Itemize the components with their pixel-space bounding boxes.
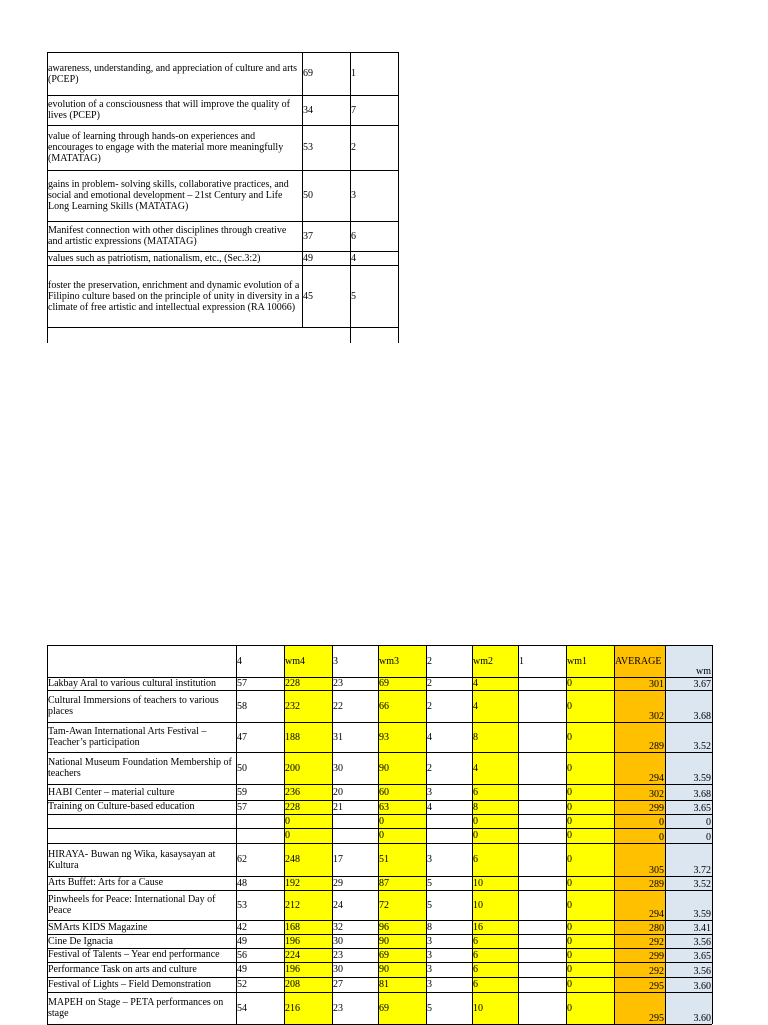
grid-line — [47, 221, 398, 222]
activity-name: National Museum Foundation Membership of teachers — [48, 757, 232, 779]
col-header-wm: wm — [665, 645, 712, 677]
cell-wm: 3.60 — [665, 992, 712, 1024]
objective-description: values such as patriotism, nationalism, etc., (Sec.3:2) — [48, 252, 261, 264]
cell-c2: 8 — [427, 921, 432, 933]
grid-line — [518, 645, 519, 1024]
cell-c4 — [236, 814, 284, 828]
col-header-c3: 3 — [333, 655, 338, 667]
cell-c1 — [518, 977, 566, 992]
cell-c2: 3 — [427, 979, 432, 990]
activity-name: Cultural Immersions of teachers to various places — [48, 695, 219, 717]
cell-avg: 294 — [614, 890, 665, 920]
cell-wm1: 0 — [566, 722, 614, 752]
cell-wm3: 72 — [378, 890, 426, 920]
cell-c4: 57 — [237, 801, 247, 813]
cell-wm2: 4 — [472, 752, 518, 784]
cell-avg: 295 — [614, 992, 665, 1024]
cell-c2: 2 — [427, 762, 432, 774]
grid-line — [47, 784, 712, 785]
cell-wm2: 10 — [472, 876, 518, 890]
cell-wm4: 208 — [284, 977, 332, 992]
cell-c3: 32 — [333, 921, 343, 933]
activity-name: Training on Culture-based education — [48, 801, 195, 812]
cell-c3: 21 — [333, 801, 343, 813]
grid-line — [47, 828, 712, 829]
grid-line — [47, 876, 712, 877]
cell-avg: 295 — [614, 977, 665, 992]
cell-wm2: 6 — [472, 784, 518, 800]
grid-line — [47, 327, 48, 343]
activity-name: HABI Center – material culture — [48, 786, 175, 798]
cell-wm2: 10 — [472, 890, 518, 920]
grid-line — [426, 645, 427, 1024]
cell-wm3: 60 — [378, 784, 426, 800]
grid-line — [236, 645, 237, 1024]
cell-wm4: 200 — [284, 752, 332, 784]
grid-line — [472, 645, 473, 1024]
cell-c4: 50 — [237, 762, 247, 774]
cell-wm3: 66 — [378, 690, 426, 722]
grid-line — [350, 52, 351, 327]
cell-wm4: 232 — [284, 690, 332, 722]
grid-line — [47, 95, 398, 96]
cell-c2: 5 — [427, 1002, 432, 1014]
cell-avg: 299 — [614, 948, 665, 962]
col-header-wm2: wm2 — [472, 645, 518, 677]
cell-wm: 3.56 — [665, 934, 712, 948]
cell-wm3: 0 — [378, 814, 426, 828]
cell-c3: 30 — [333, 964, 343, 975]
cell-c4: 52 — [237, 979, 247, 990]
cell-wm2: 6 — [472, 948, 518, 962]
grid-line — [47, 948, 712, 949]
cell-avg: 305 — [614, 843, 665, 876]
col-header-activity — [47, 645, 236, 677]
activity-name: Cine De Ignacia — [48, 935, 113, 947]
grid-line — [47, 52, 48, 327]
objective-description: value of learning through hands-on experiences and encourages to engage with the material more meaningfully (MATATAG) — [48, 131, 284, 164]
objective-rank: 7 — [351, 104, 356, 116]
cell-avg: 289 — [614, 722, 665, 752]
grid-line — [302, 52, 303, 327]
cell-avg: 292 — [614, 962, 665, 977]
cell-avg: 302 — [614, 784, 665, 800]
grid-line — [47, 977, 712, 978]
objective-rank: 2 — [351, 142, 356, 153]
objective-score: 34 — [303, 104, 313, 116]
objective-description: Manifest connection with other disciplines through creative and artistic expressions (MATATAG) — [48, 225, 287, 247]
col-header-average: AVERAGE — [614, 645, 665, 677]
activity-name: Performance Task on arts and culture — [48, 963, 197, 975]
cell-c1 — [518, 890, 566, 920]
cell-wm3: 90 — [378, 752, 426, 784]
grid-line — [47, 327, 398, 328]
grid-line — [566, 645, 567, 1024]
cell-wm: 0 — [665, 828, 712, 843]
grid-line — [47, 843, 712, 844]
cell-c3: 20 — [333, 786, 343, 798]
activity-name: HIRAYA- Buwan ng Wika, kasaysayan at Kultura — [48, 848, 216, 871]
grid-line — [47, 645, 712, 646]
cell-wm3: 81 — [378, 977, 426, 992]
cell-c1 — [518, 722, 566, 752]
cell-wm4: 248 — [284, 843, 332, 876]
activity-name: Festival of Talents – Year end performance — [48, 949, 220, 960]
cell-wm: 0 — [665, 814, 712, 828]
activity-name: Arts Buffet: Arts for a Cause — [48, 877, 164, 888]
cell-avg: 301 — [614, 677, 665, 690]
cell-wm2: 10 — [472, 992, 518, 1024]
cell-wm3: 51 — [378, 843, 426, 876]
cell-c1 — [518, 677, 566, 690]
cell-wm3: 96 — [378, 920, 426, 934]
cell-c1 — [518, 992, 566, 1024]
cell-wm3: 93 — [378, 722, 426, 752]
grid-line — [47, 265, 398, 266]
activity-name: Tam-Awan International Arts Festival – Teacher’s participation — [48, 726, 207, 748]
cell-c2: 5 — [427, 877, 432, 889]
cell-wm3: 69 — [378, 992, 426, 1024]
cell-wm: 3.52 — [665, 876, 712, 890]
cell-c2: 4 — [427, 801, 432, 813]
objective-description: evolution of a consciousness that will improve the quality of lives (PCEP) — [48, 99, 290, 121]
cell-c4: 62 — [237, 854, 247, 865]
cell-wm4: 196 — [284, 962, 332, 977]
cell-wm: 3.60 — [665, 977, 712, 992]
cell-avg: 294 — [614, 752, 665, 784]
activity-name: Festival of Lights – Field Demonstration — [48, 978, 212, 990]
activity-name — [47, 814, 236, 828]
cell-c2 — [426, 814, 472, 828]
cell-wm1: 0 — [566, 784, 614, 800]
cell-c2: 2 — [427, 678, 432, 689]
objective-score: 37 — [303, 230, 313, 242]
cell-c1 — [518, 828, 566, 843]
objective-rank: 4 — [351, 252, 356, 264]
cell-wm3: 63 — [378, 800, 426, 814]
cell-wm1: 0 — [566, 934, 614, 948]
cell-wm: 3.65 — [665, 800, 712, 814]
cell-c4: 54 — [237, 1002, 247, 1014]
cell-wm: 3.59 — [665, 890, 712, 920]
cell-c4: 53 — [237, 899, 247, 911]
cell-c2: 5 — [427, 899, 432, 911]
cell-c3: 30 — [333, 935, 343, 947]
cell-c1 — [518, 934, 566, 948]
cell-wm3: 90 — [378, 962, 426, 977]
cell-wm1: 0 — [566, 800, 614, 814]
objective-score: 49 — [303, 252, 313, 264]
cell-c2: 3 — [427, 964, 432, 975]
cell-avg: 0 — [614, 828, 665, 843]
cell-wm2: 16 — [472, 920, 518, 934]
cell-wm: 3.68 — [665, 784, 712, 800]
cell-c3: 27 — [333, 979, 343, 990]
cell-wm4: 188 — [284, 722, 332, 752]
objective-description: awareness, understanding, and appreciation of culture and arts (PCEP) — [48, 62, 298, 85]
objective-score: 50 — [303, 190, 313, 201]
cell-wm2: 6 — [472, 962, 518, 977]
grid-line — [47, 920, 712, 921]
grid-line — [47, 890, 712, 891]
objective-rank: 3 — [351, 190, 356, 201]
col-header-wm1: wm1 — [566, 645, 614, 677]
cell-wm2: 8 — [472, 800, 518, 814]
objective-score: 53 — [303, 142, 313, 153]
cell-wm4: 168 — [284, 920, 332, 934]
col-header-c1: 1 — [519, 655, 524, 667]
objective-rank: 6 — [351, 230, 356, 242]
cell-avg: 280 — [614, 920, 665, 934]
cell-wm1: 0 — [566, 690, 614, 722]
col-header-c4: 4 — [237, 655, 242, 667]
grid-line — [47, 677, 712, 678]
cell-c4: 57 — [237, 678, 247, 689]
cell-c4: 48 — [237, 877, 247, 889]
cell-wm1: 0 — [566, 948, 614, 962]
cell-c3: 23 — [333, 1002, 343, 1014]
cell-wm1: 0 — [566, 843, 614, 876]
activity-name: MAPEH on Stage – PETA performances on stage — [48, 997, 224, 1019]
activity-name: Pinwheels for Peace: International Day of Peace — [48, 894, 216, 916]
cell-c2: 2 — [427, 700, 432, 712]
cell-wm1: 0 — [566, 920, 614, 934]
cell-wm: 3.52 — [665, 722, 712, 752]
cell-avg: 302 — [614, 690, 665, 722]
cell-wm: 3.41 — [665, 920, 712, 934]
cell-c4: 56 — [237, 949, 247, 961]
cell-wm: 3.65 — [665, 948, 712, 962]
grid-line — [378, 645, 379, 1024]
cell-avg: 289 — [614, 876, 665, 890]
cell-wm: 3.56 — [665, 962, 712, 977]
cell-wm3: 87 — [378, 876, 426, 890]
cell-c1 — [518, 920, 566, 934]
cell-avg: 292 — [614, 934, 665, 948]
cell-c1 — [518, 948, 566, 962]
grid-line — [47, 962, 712, 963]
cell-wm4: 212 — [284, 890, 332, 920]
grid-line — [350, 327, 351, 343]
cell-c1 — [518, 752, 566, 784]
cell-c3: 29 — [333, 877, 343, 889]
grid-line — [665, 645, 666, 1024]
col-header-wm4: wm4 — [284, 645, 332, 677]
objective-description: foster the preservation, enrichment and dynamic evolution of a Filipino culture based on the principle of unity in diversity in a climate of free artistic and intellectual expression (RA 10066) — [48, 279, 300, 313]
cell-wm2: 0 — [472, 814, 518, 828]
cell-c3: 30 — [333, 762, 343, 774]
grid-line — [47, 992, 712, 993]
cell-wm4: 0 — [284, 828, 332, 843]
cell-wm1: 0 — [566, 876, 614, 890]
cell-wm1: 0 — [566, 814, 614, 828]
cell-wm: 3.72 — [665, 843, 712, 876]
activity-name: SMArts KIDS Magazine — [48, 921, 148, 933]
grid-line — [47, 722, 712, 723]
cell-wm1: 0 — [566, 890, 614, 920]
cell-c2: 3 — [427, 786, 432, 798]
activity-name: Lakbay Aral to various cultural institution — [48, 677, 217, 689]
cell-wm1: 0 — [566, 962, 614, 977]
cell-c1 — [518, 784, 566, 800]
cell-c2: 3 — [427, 949, 432, 961]
cell-wm: 3.67 — [665, 677, 712, 690]
cell-wm2: 8 — [472, 722, 518, 752]
cell-wm2: 6 — [472, 977, 518, 992]
cell-c3 — [332, 828, 378, 843]
cell-c3: 23 — [333, 949, 343, 961]
grid-line — [47, 52, 398, 53]
objective-description: gains in problem- solving skills, collaborative practices, and social and emotional development – 21st Century and Life Long Learning Skills (MATATAG) — [48, 179, 289, 212]
grid-line — [712, 645, 713, 1024]
cell-wm3: 69 — [378, 677, 426, 690]
cell-wm1: 0 — [566, 977, 614, 992]
grid-line — [614, 645, 615, 1024]
activity-name — [47, 828, 236, 843]
grid-line — [398, 52, 399, 327]
cell-c4: 59 — [237, 786, 247, 798]
cell-c1 — [518, 962, 566, 977]
grid-line — [398, 327, 399, 343]
cell-c1 — [518, 800, 566, 814]
grid-line — [47, 170, 398, 171]
cell-c1 — [518, 876, 566, 890]
grid-line — [47, 814, 712, 815]
cell-wm1: 0 — [566, 992, 614, 1024]
cell-wm4: 192 — [284, 876, 332, 890]
cell-c3: 24 — [333, 899, 343, 911]
objective-rank: 5 — [351, 290, 356, 302]
cell-wm3: 0 — [378, 828, 426, 843]
objective-rank: 1 — [351, 68, 356, 79]
cell-wm2: 4 — [472, 690, 518, 722]
objective-score: 69 — [303, 68, 313, 79]
cell-wm4: 236 — [284, 784, 332, 800]
cell-c4: 42 — [237, 921, 247, 933]
cell-c4: 58 — [237, 700, 247, 712]
cell-c4: 49 — [237, 935, 247, 947]
cell-c3: 23 — [333, 678, 343, 689]
cell-wm1: 0 — [566, 828, 614, 843]
grid-line — [47, 645, 48, 1024]
grid-line — [47, 800, 712, 801]
cell-wm2: 0 — [472, 828, 518, 843]
cell-c4: 49 — [237, 964, 247, 975]
col-header-c2: 2 — [427, 655, 432, 667]
cell-c3: 22 — [333, 700, 343, 712]
cell-c3: 31 — [333, 731, 343, 743]
grid-line — [332, 645, 333, 1024]
cell-avg: 0 — [614, 814, 665, 828]
cell-wm2: 6 — [472, 934, 518, 948]
cell-wm3: 90 — [378, 934, 426, 948]
cell-c1 — [518, 843, 566, 876]
cell-wm4: 224 — [284, 948, 332, 962]
cell-c3: 17 — [333, 854, 343, 865]
cell-wm4: 196 — [284, 934, 332, 948]
grid-line — [47, 934, 712, 935]
cell-c2: 3 — [427, 935, 432, 947]
grid-line — [47, 125, 398, 126]
cell-c4 — [236, 828, 284, 843]
cell-avg: 299 — [614, 800, 665, 814]
cell-c2 — [426, 828, 472, 843]
grid-line — [47, 690, 712, 691]
cell-c2: 3 — [427, 854, 432, 865]
cell-wm1: 0 — [566, 677, 614, 690]
cell-wm: 3.59 — [665, 752, 712, 784]
cell-c1 — [518, 690, 566, 722]
cell-c1 — [518, 814, 566, 828]
cell-wm4: 0 — [284, 814, 332, 828]
cell-wm1: 0 — [566, 752, 614, 784]
cell-c3 — [332, 814, 378, 828]
cell-wm: 3.68 — [665, 690, 712, 722]
cell-wm4: 216 — [284, 992, 332, 1024]
cell-wm2: 6 — [472, 843, 518, 876]
col-header-wm3: wm3 — [378, 645, 426, 677]
cell-c2: 4 — [427, 731, 432, 743]
objective-score: 45 — [303, 290, 313, 302]
cell-c4: 47 — [237, 731, 247, 743]
cell-wm2: 4 — [472, 677, 518, 690]
cell-wm3: 69 — [378, 948, 426, 962]
grid-line — [284, 645, 285, 1024]
cell-wm4: 228 — [284, 800, 332, 814]
grid-line — [47, 251, 398, 252]
cell-wm4: 228 — [284, 677, 332, 690]
grid-line — [47, 752, 712, 753]
